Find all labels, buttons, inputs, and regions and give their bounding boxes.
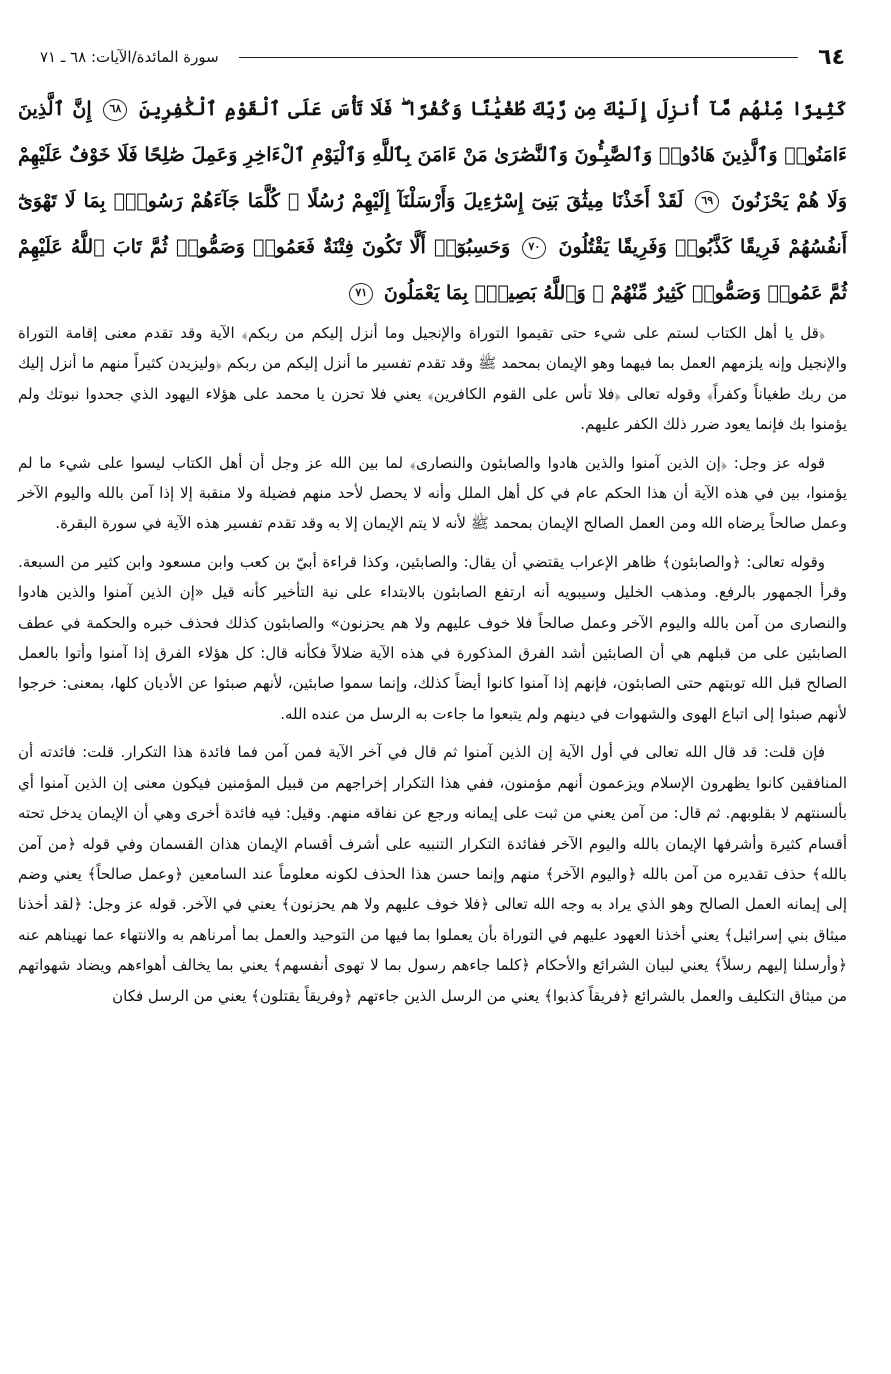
verse-text: وَحَسِبُوٓا۟ أَلَّا تَكُونَ فِتْنَةٌ فَعَمُوا۟ وَصَمُّوا۟ ثُمَّ تَابَ ٱللَّهُ عَلَيْهِمْ ثُمَّ عَمُوا۟ وَصَمُّوا۟ كَثِيرٌ مِّنْهُمْ ۚ وَٱللَّهُ بَصِيرٌۢ بِمَا يَعْمَلُونَ — [18, 236, 847, 304]
verse-text: لَقَدْ أَخَذْنَا مِيثَٰقَ بَنِىٓ إِسْرَٰٓءِيلَ وَأَرْسَلْنَآ إِلَيْهِمْ رُسُلًا ۖ كُلَّمَا جَآءَهُمْ رَسُولٌۢ بِمَا لَا تَهْوَىٰٓ أَنفُسُهُمْ فَرِيقًا كَذَّبُوا۟ وَفَرِيقًا يَقْتُلُونَ — [18, 190, 847, 258]
page-header — [40, 40, 845, 74]
quran-verses-block — [18, 86, 847, 318]
ayah-number-marker: ٦٩ — [695, 191, 719, 213]
tafsir-commentary — [18, 318, 847, 1364]
header-rule — [239, 57, 798, 58]
ayah-number-marker: ٧٠ — [522, 237, 546, 259]
verse-text: إِنَّ ٱلَّذِينَ ءَامَنُوا۟ وَٱلَّذِينَ هَادُوا۟ وَٱلصَّٰبِـُٔونَ وَٱلنَّصَٰرَىٰ مَنْ ءَامَنَ بِٱللَّهِ وَٱلْيَوْمِ ٱلْءَاخِرِ وَعَمِلَ صَٰلِحًا فَلَا خَوْفٌ عَلَيْهِمْ وَلَا هُمْ يَحْزَنُونَ — [18, 98, 848, 212]
ayah-number-marker: ٦٨ — [103, 99, 127, 121]
ayah-number-marker: ٧١ — [349, 283, 373, 305]
verse-text: كَثِيرًا مِّنْهُم مَّآ أُنزِلَ إِلَيْكَ مِن رَّبِّكَ طُغْيَٰنًا وَكُفْرًا ۖ فَلَا تَأْسَ عَلَى ٱلْقَوْمِ ٱلْكَٰفِرِينَ — [139, 98, 848, 120]
commentary-paragraph: وقوله تعالى: ﴿والصابئون﴾ ظاهر الإعراب يقتضي أن يقال: والصابئين، وكذا قراءة أبيّ بن كعب وابن مسعود وابن كثير من السبعة. وقرأ الجمهور بالرفع. ومذهب الخليل وسيبويه أنه ارتفع الصابئون بالابتداء على نية التأخير كأنه قيل «إن الذين آمنوا والذين هادوا والنصارى من آمن بالله واليوم الآخر وعمل صالحاً فلا خوف عليهم ولا هم يحزنون» والصابئون كذلك فحذف خبره والحكمة في عطف الصابئين على من قبلهم هي أن الصابئين أشد الفرق المذكورة في هذه الآية ضلالاً فكأنه قال: كل هؤلاء الفرق إذا آمنوا وأتوا بالعمل الصالح قبل الله توبتهم حتى الصابئون، فإنهم إذا آمنوا كانوا أيضاً كذلك، وإنما سموا صابئين، لأنهم صبئوا عن الأديان كلها، بمعنى: خرجوا لأنهم صبئوا إلى اتباع الهوى والشهوات في دينهم ولم يتبعوا ما جاءت به الرسل من عنده الله. — [18, 552, 847, 723]
page-number: ٦٤ — [818, 44, 845, 70]
commentary-paragraph: قوله عز وجل: ﴿إن الذين آمنوا والذين هادوا والصابئون والنصارى﴾ لما بين الله عز وجل أن أهل الكتاب ليسوا على شيء ما لم يؤمنوا، بين في هذه الآية أن هذا الحكم عام في كل أهل الملل وأنه لا يحصل لأحد منهم فضيلة ولا منقبة إلا إذا آمن بالله واليوم الآخر وعمل صالحاً يرضاه الله ومن العمل الصالح الإيمان بمحمد ﷺ لأنه لا يتم الإيمان إلا به وقد تقدم تفسير هذه الآية في سورة البقرة. — [18, 453, 847, 533]
commentary-paragraph: فإن قلت: قد قال الله تعالى في أول الآية إن الذين آمنوا ثم قال في آخر الآية فمن آمن فما فائدة هذا التكرار. قلت: فائدته أن المنافقين كانوا يظهرون الإسلام ويزعمون أنهم مؤمنون، ففي هذا التكرار إخراجهم من قبيل المؤمنين فيكون معنى إن الذين آمنوا أي بألسنتهم لا بقلوبهم. ثم قال: من آمن يعني من ثبت على إيمانه ورجع عن نفاقه منهم. وقيل: فيه فائدة أخرى وهي أن الإيمان يدخل تحته أقسام كثيرة وأشرفها الإيمان بالله واليوم الآخر ففائدة التكرار التنبيه على أشرف أقسام الإيمان هذان القسمان وفي قوله ﴿من آمن بالله﴾ حذف تقديره من آمن بالله ﴿واليوم الآخر﴾ منهم وإنما حسن هذا الحذف لكونه معلوماً عند السامعين ﴿وعمل صالحاً﴾ يعني وضم إلى إيمانه العمل الصالح وهو الذي يراد به وجه الله تعالى ﴿فلا خوف عليهم ولا هم يحزنون﴾ يعني في الآخر. قوله عز وجل: ﴿لقد أخذنا ميثاق بني إسرائيل﴾ يعني أخذنا العهود عليهم في التوراة بأن يعملوا بما فيها من التوحيد والعمل بما أمرناهم به والانتهاء عما نهيناهم عنه ﴿وأرسلنا إليهم رسلاً﴾ يعني لبيان الشرائع والأحكام ﴿كلما جاءهم رسول بما لا تهوى أنفسهم﴾ يعني بما يخالف أهواءهم ويضاد شهواتهم من ميثاق التكليف والعمل بالشرائع ﴿فريقاً كذبوا﴾ يعني من الرسل الذين جاءتهم ﴿وفريقاً يقتلون﴾ يعني من الرسل فكان — [18, 743, 847, 1005]
commentary-paragraph: ﴿قل يا أهل الكتاب لستم على شيء حتى تقيموا التوراة والإنجيل وما أنزل إليكم من ربكم﴾ الآية وقد تقدم معنى إقامة التوراة والإنجيل وإنه يلزمهم العمل بما فيهما وهو الإيمان بمحمد ﷺ وقد تقدم تفسير ما أنزل إليكم من ربكم ﴿وليزيدن كثيراً منهم ما أنزل إليك من ربك طغياناً وكفراً﴾ وقوله تعالى ﴿فلا تأس على القوم الكافرين﴾ يعني فلا تحزن يا محمد على هؤلاء اليهود الذي جحدوا نبوتك ولم يؤمنوا بك فإنما يعود ضرر ذلك الكفر عليهم. — [18, 324, 847, 434]
running-title: سورة المائدة/الآيات: ٦٨ ـ ٧١ — [40, 48, 219, 66]
